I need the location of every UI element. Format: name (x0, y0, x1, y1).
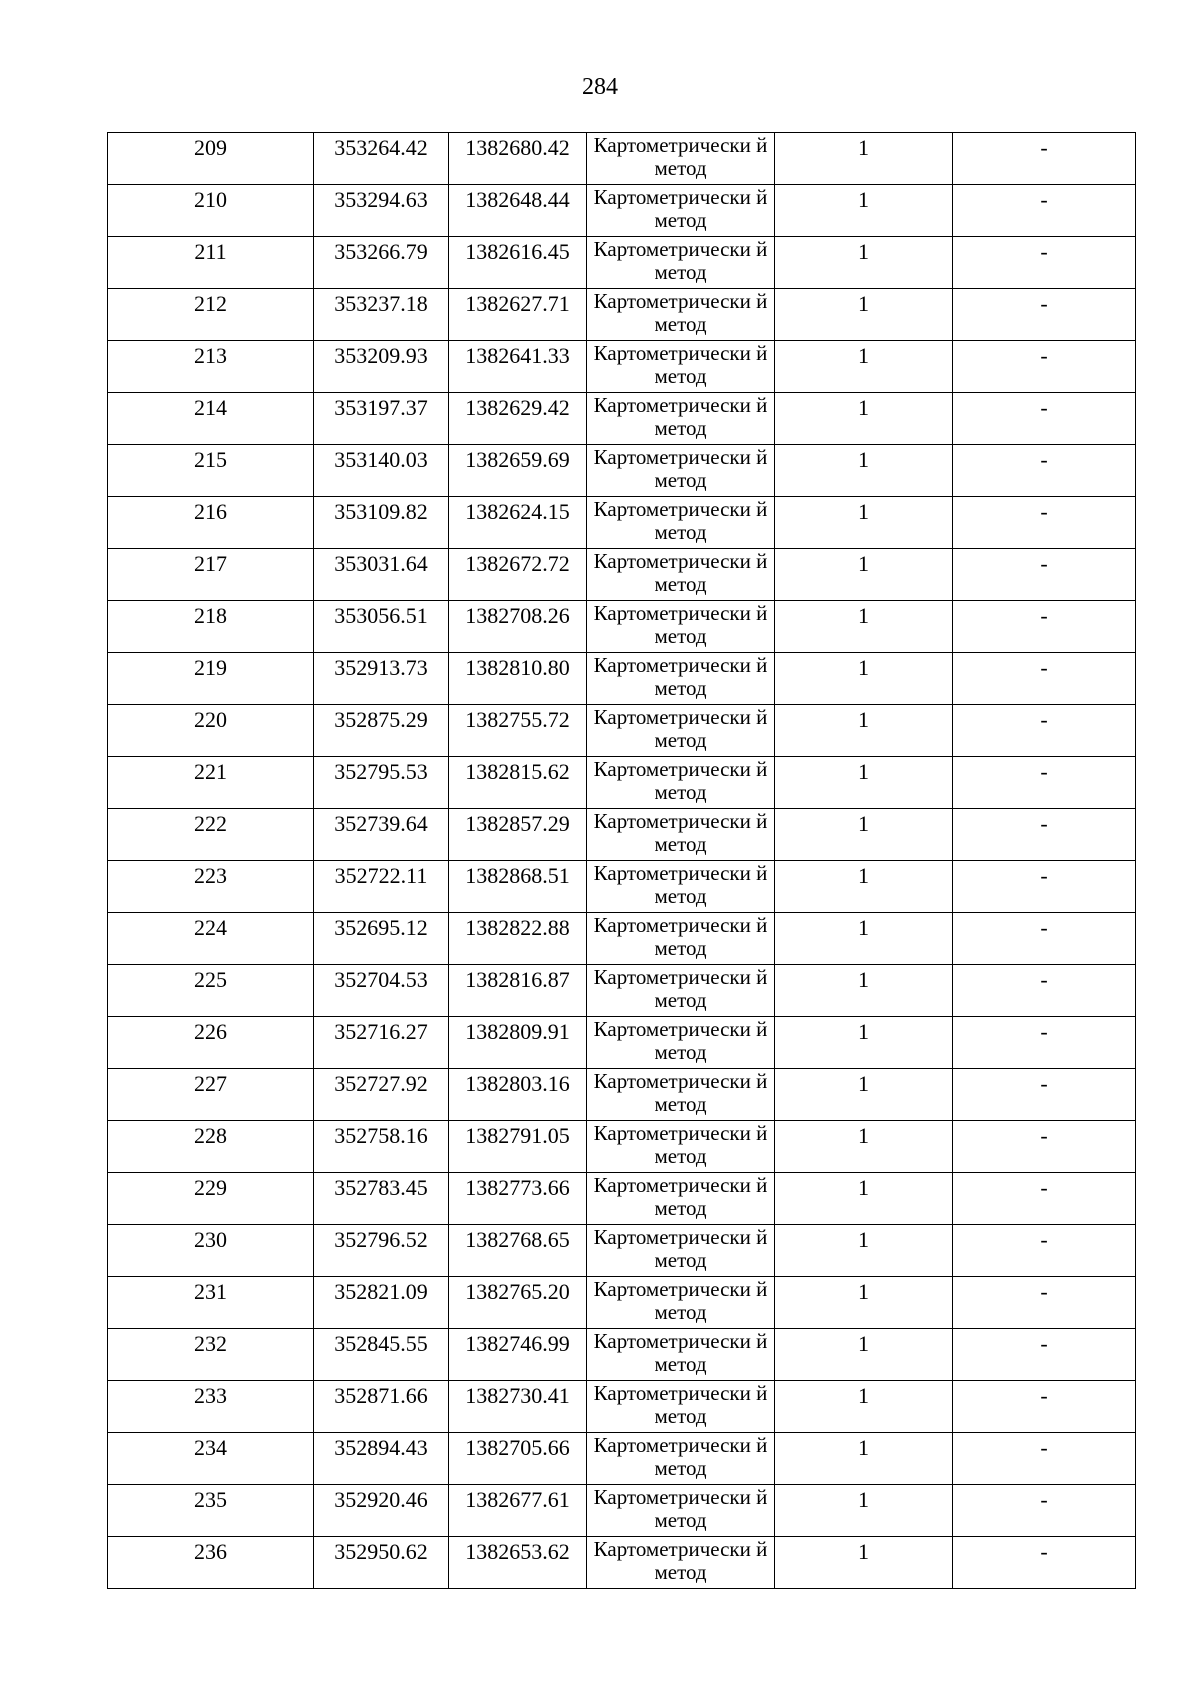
cell-method: Картометрически й метод (587, 1173, 775, 1225)
cell-point-number: 209 (108, 133, 314, 185)
cell-point-number: 233 (108, 1381, 314, 1433)
cell-accuracy: 1 (775, 601, 953, 653)
table-row (108, 133, 1136, 185)
cell-method: Картометрически й метод (587, 237, 775, 289)
cell-method: Картометрически й метод (587, 653, 775, 705)
cell-point-number: 235 (108, 1485, 314, 1537)
coordinates-table (107, 132, 1136, 1589)
cell-x-coordinate: 352950.62 (314, 1537, 449, 1589)
cell-note: - (953, 861, 1136, 913)
cell-y-coordinate: 1382641.33 (449, 341, 587, 393)
table-row (108, 757, 1136, 809)
cell-note: - (953, 393, 1136, 445)
cell-accuracy: 1 (775, 1485, 953, 1537)
cell-point-number: 232 (108, 1329, 314, 1381)
cell-method: Картометрически й метод (587, 289, 775, 341)
cell-point-number: 212 (108, 289, 314, 341)
cell-point-number: 216 (108, 497, 314, 549)
page-number: 284 (582, 74, 618, 100)
cell-y-coordinate: 1382616.45 (449, 237, 587, 289)
cell-point-number: 210 (108, 185, 314, 237)
cell-note: - (953, 237, 1136, 289)
table-row (108, 1277, 1136, 1329)
cell-point-number: 217 (108, 549, 314, 601)
cell-method: Картометрически й метод (587, 1121, 775, 1173)
cell-method: Картометрически й метод (587, 601, 775, 653)
cell-accuracy: 1 (775, 1225, 953, 1277)
cell-y-coordinate: 1382816.87 (449, 965, 587, 1017)
cell-x-coordinate: 352920.46 (314, 1485, 449, 1537)
cell-x-coordinate: 352894.43 (314, 1433, 449, 1485)
table-row (108, 497, 1136, 549)
cell-method: Картометрически й метод (587, 861, 775, 913)
cell-x-coordinate: 353056.51 (314, 601, 449, 653)
coordinates-table-body (108, 133, 1136, 1589)
table-row (108, 1537, 1136, 1589)
cell-x-coordinate: 352795.53 (314, 757, 449, 809)
cell-point-number: 220 (108, 705, 314, 757)
cell-note: - (953, 1121, 1136, 1173)
cell-x-coordinate: 352913.73 (314, 653, 449, 705)
cell-accuracy: 1 (775, 1277, 953, 1329)
cell-method: Картометрически й метод (587, 341, 775, 393)
cell-point-number: 218 (108, 601, 314, 653)
cell-accuracy: 1 (775, 1537, 953, 1589)
cell-method: Картометрически й метод (587, 913, 775, 965)
cell-method: Картометрически й метод (587, 133, 775, 185)
cell-y-coordinate: 1382857.29 (449, 809, 587, 861)
cell-point-number: 227 (108, 1069, 314, 1121)
cell-note: - (953, 757, 1136, 809)
cell-x-coordinate: 352722.11 (314, 861, 449, 913)
cell-accuracy: 1 (775, 393, 953, 445)
cell-accuracy: 1 (775, 965, 953, 1017)
cell-point-number: 211 (108, 237, 314, 289)
cell-method: Картометрически й метод (587, 965, 775, 1017)
cell-point-number: 225 (108, 965, 314, 1017)
cell-accuracy: 1 (775, 1173, 953, 1225)
cell-x-coordinate: 352695.12 (314, 913, 449, 965)
cell-y-coordinate: 1382648.44 (449, 185, 587, 237)
cell-accuracy: 1 (775, 133, 953, 185)
cell-note: - (953, 185, 1136, 237)
cell-x-coordinate: 353237.18 (314, 289, 449, 341)
cell-note: - (953, 1381, 1136, 1433)
cell-note: - (953, 549, 1136, 601)
cell-method: Картометрически й метод (587, 1277, 775, 1329)
cell-accuracy: 1 (775, 341, 953, 393)
cell-method: Картометрически й метод (587, 185, 775, 237)
cell-point-number: 221 (108, 757, 314, 809)
cell-x-coordinate: 353031.64 (314, 549, 449, 601)
cell-point-number: 226 (108, 1017, 314, 1069)
cell-note: - (953, 653, 1136, 705)
cell-y-coordinate: 1382677.61 (449, 1485, 587, 1537)
cell-y-coordinate: 1382773.66 (449, 1173, 587, 1225)
cell-point-number: 228 (108, 1121, 314, 1173)
cell-point-number: 224 (108, 913, 314, 965)
cell-accuracy: 1 (775, 1121, 953, 1173)
cell-y-coordinate: 1382765.20 (449, 1277, 587, 1329)
cell-x-coordinate: 353109.82 (314, 497, 449, 549)
cell-y-coordinate: 1382746.99 (449, 1329, 587, 1381)
table-row (108, 445, 1136, 497)
cell-accuracy: 1 (775, 1381, 953, 1433)
cell-y-coordinate: 1382708.26 (449, 601, 587, 653)
cell-y-coordinate: 1382815.62 (449, 757, 587, 809)
cell-x-coordinate: 353294.63 (314, 185, 449, 237)
cell-method: Картометрически й метод (587, 1381, 775, 1433)
cell-y-coordinate: 1382627.71 (449, 289, 587, 341)
cell-point-number: 229 (108, 1173, 314, 1225)
cell-accuracy: 1 (775, 549, 953, 601)
cell-y-coordinate: 1382868.51 (449, 861, 587, 913)
table-row (108, 601, 1136, 653)
table-row (108, 341, 1136, 393)
cell-note: - (953, 1537, 1136, 1589)
cell-accuracy: 1 (775, 757, 953, 809)
cell-accuracy: 1 (775, 913, 953, 965)
cell-method: Картометрически й метод (587, 705, 775, 757)
table-row (108, 809, 1136, 861)
cell-accuracy: 1 (775, 1433, 953, 1485)
cell-x-coordinate: 352871.66 (314, 1381, 449, 1433)
cell-note: - (953, 289, 1136, 341)
cell-x-coordinate: 353209.93 (314, 341, 449, 393)
cell-note: - (953, 445, 1136, 497)
table-row (108, 965, 1136, 1017)
cell-note: - (953, 1329, 1136, 1381)
cell-y-coordinate: 1382680.42 (449, 133, 587, 185)
table-row (108, 289, 1136, 341)
cell-accuracy: 1 (775, 445, 953, 497)
cell-y-coordinate: 1382803.16 (449, 1069, 587, 1121)
cell-method: Картометрически й метод (587, 1069, 775, 1121)
cell-point-number: 213 (108, 341, 314, 393)
table-row (108, 1225, 1136, 1277)
cell-x-coordinate: 352783.45 (314, 1173, 449, 1225)
cell-x-coordinate: 352821.09 (314, 1277, 449, 1329)
table-row (108, 1381, 1136, 1433)
cell-y-coordinate: 1382629.42 (449, 393, 587, 445)
cell-accuracy: 1 (775, 861, 953, 913)
table-row (108, 1173, 1136, 1225)
table-row (108, 653, 1136, 705)
table-row (108, 1017, 1136, 1069)
cell-method: Картометрически й метод (587, 1537, 775, 1589)
cell-point-number: 214 (108, 393, 314, 445)
cell-method: Картометрически й метод (587, 1329, 775, 1381)
cell-note: - (953, 1017, 1136, 1069)
cell-method: Картометрически й метод (587, 445, 775, 497)
cell-point-number: 215 (108, 445, 314, 497)
cell-accuracy: 1 (775, 237, 953, 289)
cell-note: - (953, 497, 1136, 549)
table-row (108, 393, 1136, 445)
table-row (108, 861, 1136, 913)
table-row (108, 1329, 1136, 1381)
cell-y-coordinate: 1382659.69 (449, 445, 587, 497)
cell-x-coordinate: 352704.53 (314, 965, 449, 1017)
cell-method: Картометрически й метод (587, 1017, 775, 1069)
cell-note: - (953, 913, 1136, 965)
cell-y-coordinate: 1382730.41 (449, 1381, 587, 1433)
cell-x-coordinate: 353140.03 (314, 445, 449, 497)
cell-x-coordinate: 353197.37 (314, 393, 449, 445)
cell-method: Картометрически й метод (587, 549, 775, 601)
cell-note: - (953, 1069, 1136, 1121)
cell-accuracy: 1 (775, 653, 953, 705)
cell-point-number: 223 (108, 861, 314, 913)
cell-note: - (953, 1433, 1136, 1485)
cell-point-number: 234 (108, 1433, 314, 1485)
cell-method: Картометрически й метод (587, 1433, 775, 1485)
cell-accuracy: 1 (775, 289, 953, 341)
cell-point-number: 231 (108, 1277, 314, 1329)
cell-method: Картометрически й метод (587, 1485, 775, 1537)
cell-x-coordinate: 352739.64 (314, 809, 449, 861)
cell-x-coordinate: 352716.27 (314, 1017, 449, 1069)
table-row (108, 549, 1136, 601)
cell-note: - (953, 705, 1136, 757)
cell-accuracy: 1 (775, 497, 953, 549)
cell-y-coordinate: 1382768.65 (449, 1225, 587, 1277)
table-row (108, 1121, 1136, 1173)
cell-accuracy: 1 (775, 809, 953, 861)
cell-note: - (953, 1277, 1136, 1329)
cell-method: Картометрически й метод (587, 809, 775, 861)
cell-y-coordinate: 1382624.15 (449, 497, 587, 549)
cell-note: - (953, 965, 1136, 1017)
cell-y-coordinate: 1382755.72 (449, 705, 587, 757)
cell-note: - (953, 1225, 1136, 1277)
cell-note: - (953, 1485, 1136, 1537)
cell-y-coordinate: 1382810.80 (449, 653, 587, 705)
cell-point-number: 219 (108, 653, 314, 705)
cell-y-coordinate: 1382653.62 (449, 1537, 587, 1589)
cell-x-coordinate: 352758.16 (314, 1121, 449, 1173)
cell-accuracy: 1 (775, 1017, 953, 1069)
cell-accuracy: 1 (775, 1329, 953, 1381)
cell-note: - (953, 133, 1136, 185)
cell-x-coordinate: 352727.92 (314, 1069, 449, 1121)
cell-y-coordinate: 1382705.66 (449, 1433, 587, 1485)
cell-point-number: 236 (108, 1537, 314, 1589)
cell-x-coordinate: 352845.55 (314, 1329, 449, 1381)
cell-y-coordinate: 1382822.88 (449, 913, 587, 965)
table-row (108, 1433, 1136, 1485)
cell-x-coordinate: 352796.52 (314, 1225, 449, 1277)
table-row (108, 1485, 1136, 1537)
table-row (108, 185, 1136, 237)
cell-x-coordinate: 352875.29 (314, 705, 449, 757)
table-row (108, 1069, 1136, 1121)
cell-method: Картометрически й метод (587, 393, 775, 445)
cell-note: - (953, 341, 1136, 393)
cell-x-coordinate: 353266.79 (314, 237, 449, 289)
cell-accuracy: 1 (775, 1069, 953, 1121)
cell-accuracy: 1 (775, 705, 953, 757)
cell-point-number: 222 (108, 809, 314, 861)
cell-x-coordinate: 353264.42 (314, 133, 449, 185)
table-row (108, 705, 1136, 757)
table-row (108, 913, 1136, 965)
cell-method: Картометрически й метод (587, 497, 775, 549)
cell-y-coordinate: 1382672.72 (449, 549, 587, 601)
cell-method: Картометрически й метод (587, 757, 775, 809)
cell-method: Картометрически й метод (587, 1225, 775, 1277)
cell-accuracy: 1 (775, 185, 953, 237)
cell-note: - (953, 809, 1136, 861)
cell-y-coordinate: 1382809.91 (449, 1017, 587, 1069)
cell-note: - (953, 601, 1136, 653)
cell-note: - (953, 1173, 1136, 1225)
table-row (108, 237, 1136, 289)
cell-y-coordinate: 1382791.05 (449, 1121, 587, 1173)
cell-point-number: 230 (108, 1225, 314, 1277)
